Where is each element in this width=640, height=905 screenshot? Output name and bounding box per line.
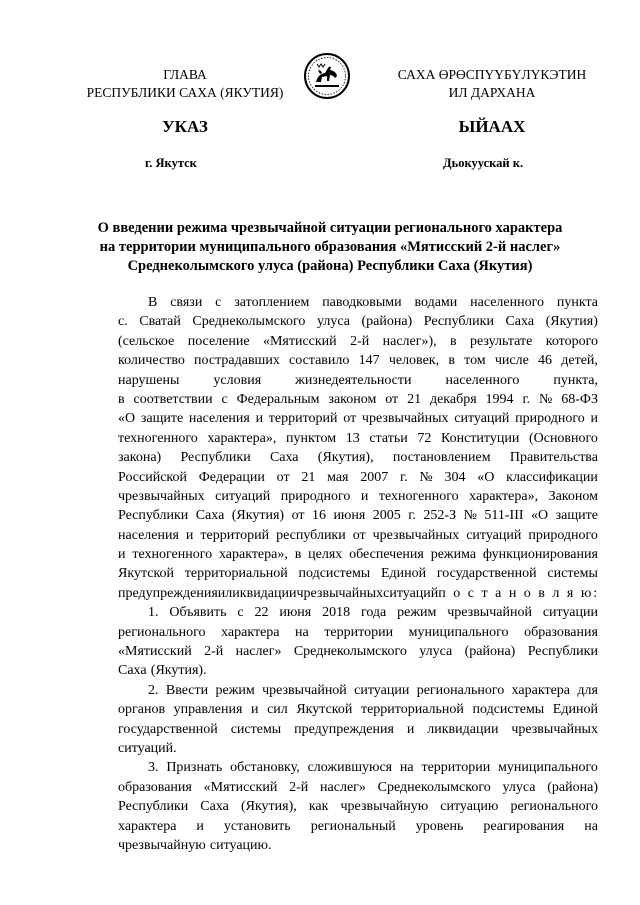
body-line: количество пострадавших составило 147 человек, в том числе 46 детей, [118,353,598,369]
city-label-sakha: Дьокуускай к. [443,156,524,170]
body-line: чрезвычайных ситуаций природного и техногенного характера», Законом [118,488,598,504]
body-line: в соответствии с Федеральным законом от 21 декабря 1994 г. № 68-ФЗ [118,391,598,407]
body-line: 1. Объявить с 22 июня 2018 года режим чрезвычайной ситуации [148,605,598,621]
decree-label-sakha: ЫЙААХ [458,117,526,136]
title-line: О введении режима чрезвычайной ситуации регионального характера [97,220,563,236]
body-line: чрезвычайную ситуацию. [118,837,272,853]
header-right [384,66,600,102]
body-line: регионального характера на территории муниципального образования [118,624,598,640]
body-line: и техногенного характера», в целях обеспечения режима функционирования [118,547,598,563]
body-line: Республики Саха (Якутия), как чрезвычайную ситуацию регионального [118,799,598,815]
body-line: нарушены условия жизнедеятельности населенного пункта, [118,372,598,388]
title-line: на территории муниципального образования «Мятисский 2-й наслег» [99,239,561,255]
document-body [118,293,598,855]
body-line: предупреждения и ликвидации чрезвычайных ситуаций п о с т а н о в л я ю: [118,584,598,603]
body-line: государственной системы предупреждения и ликвидации чрезвычайных [118,721,598,737]
body-line: техногенного характера», пунктом 13 статьи 72 Конституции (Основного [118,430,598,446]
header-right-title: САХА ӨРӨСПҮҮБҮЛҮКЭТИН [397,67,587,82]
coat-of-arms-icon [303,52,351,100]
header-left-subtitle: РЕСПУБЛИКИ САХА (ЯКУТИЯ) [86,85,284,100]
city-label-ru: г. Якутск [145,156,197,170]
body-line: (сельское поселение «Мятисский 2-й наслег»), в результате которого [118,333,598,349]
body-line: характера и установить региональный уровень реагирования на [118,818,598,834]
decree-formula: п о с т а н о в л я ю: [438,585,600,601]
body-line: Республики Саха (Якутия) от 16 июня 2005 г. 252-З № 511-III «О защите [118,508,598,524]
body-line: населения и территорий республики от чрезвычайных ситуаций природного [118,527,598,543]
header-left [80,66,290,102]
body-line: Саха (Якутия). [118,663,207,679]
body-line: закона) Республики Саха (Якутия), постановлением Правительства [118,450,598,466]
body-line: образования «Мятисский 2-й наслег» Среднеколымского улуса (района) [118,779,598,795]
header-right-subtitle: ИЛ ДАРХАНА [448,85,536,100]
body-line: 2. Ввести режим чрезвычайной ситуации регионального характера для [148,682,598,698]
body-line: В связи с затоплением паводковыми водами населенного пункта [148,295,598,310]
decree-label-ru: УКАЗ [162,117,208,136]
body-line: «О защите населения и территорий от чрезвычайных ситуаций природного и [118,411,598,427]
body-line: с. Сватай Среднеколымского улуса (района) Республики Саха (Якутия) [118,314,598,330]
body-line: Российской Федерации от 21 мая 2007 г. № 304 «О классификации [118,469,598,485]
header-left-title: ГЛАВА [163,67,207,82]
body-line: 3. Признать обстановку, сложившуюся на территории муниципального [148,760,598,776]
body-line: органов управления и сил Якутской территориальной подсистемы Единой [118,702,598,718]
document-title [60,219,600,276]
body-line: ситуаций. [118,740,177,756]
title-line: Среднеколымского улуса (района) Республики Саха (Якутия) [127,258,533,274]
body-line: «Мятисский 2-й наслег» Среднеколымского улуса (района) Республики [118,644,598,660]
body-line: Якутской территориальной подсистемы Единой государственной системы [118,566,598,582]
